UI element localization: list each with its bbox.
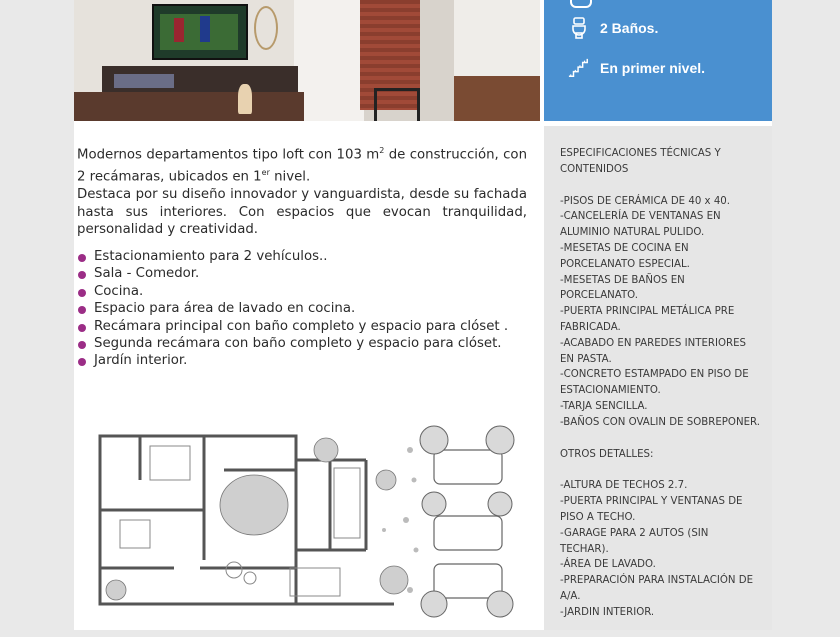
stairs-icon <box>568 57 590 79</box>
list-item: -PREPARACIÓN PARA INSTALACIÓN DE A/A. <box>560 575 754 602</box>
list-item: -MESETAS DE BAÑOS EN PORCELANATO. <box>560 274 685 302</box>
list-item: Sala - Comedor. <box>77 265 527 282</box>
list-item: Segunda recámara con baño completo y espacio para clóset. <box>77 335 527 352</box>
partial-icon <box>570 0 592 8</box>
level-row <box>568 57 705 79</box>
other-details-list <box>560 478 760 620</box>
description <box>77 142 527 239</box>
description-paragraph-1: Modernos departamentos tipo loft con 103 $m^2$ de construcción, con 2 recámaras, ubicados en 1er nivel. <box>77 146 527 185</box>
list-item: -PUERTA PRINCIPAL Y VENTANAS DE PISO A TECHO. <box>560 496 743 523</box>
brochure-page <box>74 0 772 630</box>
specifications-panel <box>544 126 772 630</box>
interior-photo <box>74 0 540 121</box>
list-item: Cocina. <box>77 283 527 300</box>
list-item: Espacio para área de lavado en cocina. <box>77 300 527 317</box>
list-item: -ÁREA DE LAVADO. <box>560 559 656 571</box>
list-item: Estacionamiento para 2 vehículos.. <box>77 248 527 265</box>
features-summary-box <box>544 0 772 121</box>
list-item: -BAÑOS CON OVALIN DE SOBREPONER. <box>560 416 760 428</box>
specs-heading: ESPECIFICACIONES TÉCNICAS Y CONTENIDOS <box>560 148 721 175</box>
floor-plan <box>94 420 520 620</box>
bathrooms-text: 2 Baños. <box>600 20 659 36</box>
list-item: -PISOS DE CERÁMICA DE 40 x 40. <box>560 195 731 207</box>
list-item: -GARAGE PARA 2 AUTOS (SIN TECHAR). <box>560 527 709 555</box>
list-item: Recámara principal con baño completo y espacio para clóset . <box>77 318 527 335</box>
list-item: -ALTURA DE TECHOS 2.7. <box>560 480 688 492</box>
specs-list <box>560 194 760 431</box>
level-text: En primer nivel. <box>600 60 706 76</box>
tv-screen <box>152 4 248 60</box>
features-list <box>77 248 527 370</box>
bathrooms-row <box>568 17 658 39</box>
description-paragraph-2: Destaca por su diseño innovador y vanguardista, desde su fachada hasta sus interiores. Con espacios que evocan tranquilidad, personalidad y creatividad. <box>77 187 527 238</box>
list-item: Jardín interior. <box>77 352 527 369</box>
list-item: -ACABADO EN PAREDES INTERIORES EN PASTA. <box>560 337 747 365</box>
other-details-heading: OTROS DETALLES: <box>560 448 654 460</box>
list-item: -CANCELERÍA DE VENTANAS EN ALUMINIO NATURAL PULIDO. <box>560 211 721 239</box>
list-item: -CONCRETO ESTAMPADO EN PISO DE ESTACIONAMIENTO. <box>560 369 749 397</box>
list-item: -MESETAS DE COCINA EN PORCELANATO ESPECIAL. <box>560 242 690 270</box>
list-item: -PUERTA PRINCIPAL METÁLICA PRE FABRICADA. <box>560 306 735 333</box>
toilet-icon <box>568 17 590 39</box>
list-item: -JARDIN INTERIOR. <box>560 606 655 618</box>
list-item: -TARJA SENCILLA. <box>560 400 648 412</box>
